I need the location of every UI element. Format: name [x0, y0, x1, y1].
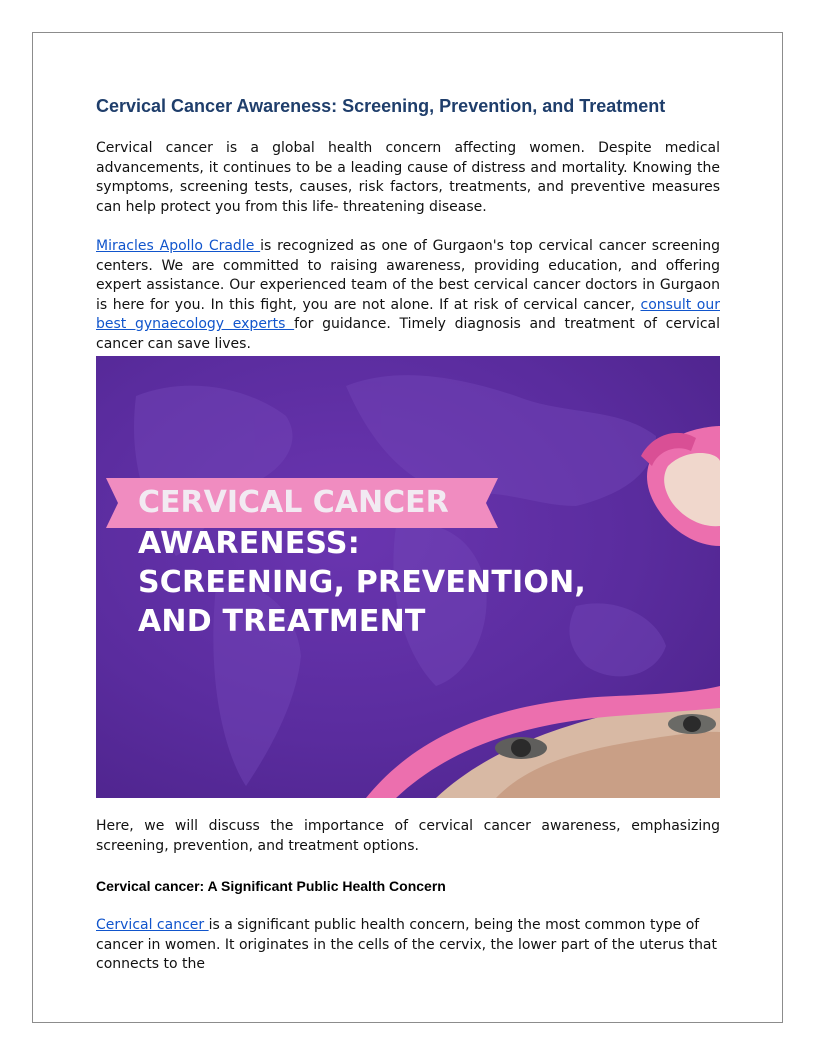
cervical-cancer-link[interactable]: Cervical cancer [96, 917, 209, 933]
about-text-1: is recognized as one of Gurgaon's top cervical cancer screening centers. We are committed to raising awareness, providing education, and offering expert assistance. Our experienced team of the best cervical cancer doctors in Gurgaon is here for you. In this fight, you are not alone. If at risk of cervical cancer, [96, 238, 720, 313]
section-heading: Cervical cancer: A Significant Public Health Concern [96, 878, 446, 894]
cervical-cancer-text: is a significant public health concern, being the most common type of cancer in women. It originates in the cells of the cervix, the lower part of the uterus that connects to the [96, 917, 718, 972]
banner-line-1: CERVICAL CANCER [138, 485, 449, 520]
banner-line-3: SCREENING, PREVENTION, [138, 565, 586, 600]
miracles-apollo-cradle-link[interactable]: Miracles Apollo Cradle [96, 238, 261, 254]
banner-line-2: AWARENESS: [138, 526, 360, 561]
cervical-cancer-paragraph [96, 916, 720, 975]
discussion-paragraph: Here, we will discuss the importance of cervical cancer awareness, emphasizing screening, prevention, and treatment options. [96, 818, 720, 854]
intro-paragraph: Cervical cancer is a global health concern affecting women. Despite medical advancements, it continues to be a leading cause of distress and mortality. Knowing the symptoms, screening tests, causes, risk factors, treatments, and preventive measures can help protect you from this life- threatening disease. [96, 140, 720, 215]
document-body [96, 93, 720, 975]
banner-label [106, 478, 498, 528]
pink-ribbon-icon [641, 426, 720, 546]
about-text-2: for guidance. Timely diagnosis and treatment of cervical cancer can save lives. [96, 316, 721, 352]
consult-experts-link[interactable]: consult our best gynaecology experts [96, 296, 720, 332]
page-title: Cervical Cancer Awareness: Screening, Prevention, and Treatment [96, 96, 666, 116]
about-paragraph [96, 237, 720, 354]
awareness-banner-image [96, 356, 720, 798]
banner-line-4: AND TREATMENT [138, 604, 426, 639]
